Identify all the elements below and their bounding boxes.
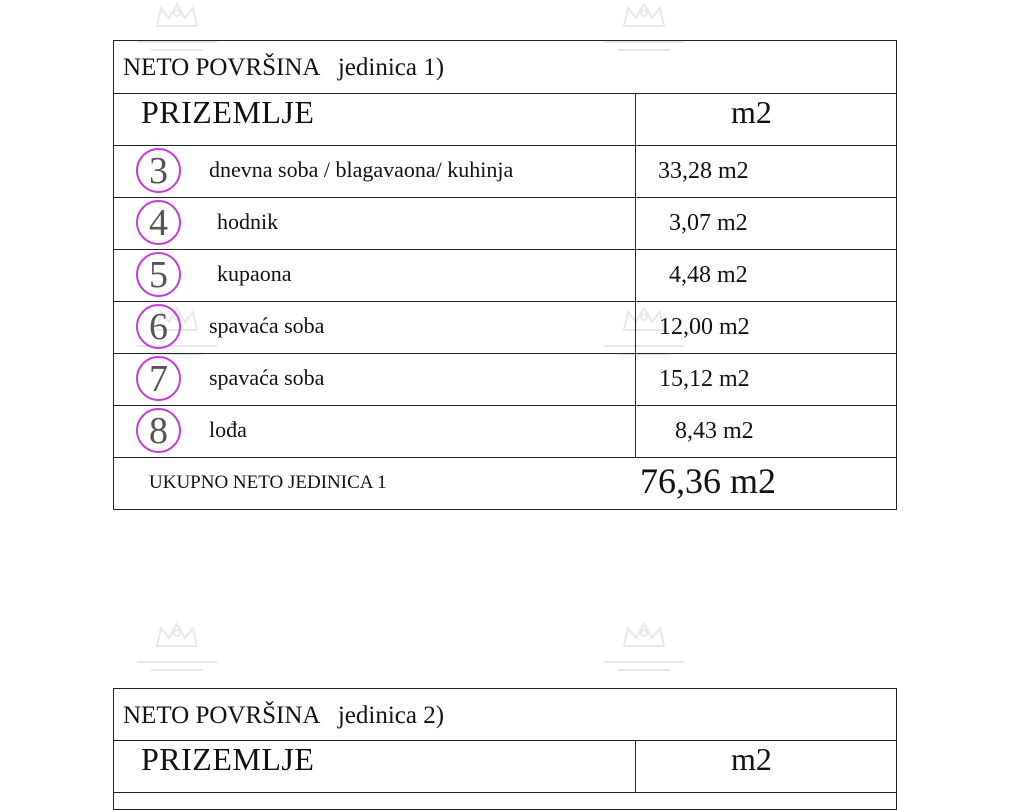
- crown-logo-icon: [117, 618, 237, 678]
- room-number-badge: 3: [136, 148, 181, 193]
- total-label: UKUPNO NETO JEDINICA 1: [149, 472, 387, 493]
- net-area-table-unit-1: [113, 40, 897, 510]
- room-number-badge: 5: [136, 252, 181, 297]
- floor-header-row: [114, 94, 896, 146]
- net-area-table-unit-2: [113, 688, 897, 810]
- room-area: 15,12 m2: [659, 366, 750, 392]
- room-name: lođa: [209, 417, 247, 442]
- room-area: 8,43 m2: [675, 418, 754, 444]
- room-area: 4,48 m2: [669, 262, 748, 288]
- room-name: spavaća soba: [209, 313, 325, 338]
- table-row: [114, 354, 896, 406]
- crown-logo-icon: [584, 618, 704, 678]
- room-number-badge: 6: [136, 304, 181, 349]
- table-title-row: [114, 689, 896, 741]
- table-title: NETO POVRŠINA jedinica 2): [123, 702, 445, 729]
- room-name: hodnik: [217, 209, 279, 234]
- table-title: NETO POVRŠINA jedinica 1): [123, 54, 445, 81]
- room-number-badge: 7: [136, 356, 181, 401]
- room-area: 12,00 m2: [659, 314, 750, 340]
- table-row: [114, 146, 896, 198]
- room-name: spavaća soba: [209, 365, 325, 390]
- floor-label: PRIZEMLJE: [141, 741, 315, 777]
- table-row: [114, 406, 896, 458]
- table-title-row: [114, 41, 896, 94]
- room-number-badge: 8: [136, 408, 181, 453]
- room-area: 33,28 m2: [658, 158, 749, 184]
- table-row: [114, 250, 896, 302]
- table-row: [114, 302, 896, 354]
- room-area: 3,07 m2: [669, 210, 748, 236]
- total-row: [114, 458, 896, 509]
- total-value: 76,36 m2: [640, 461, 777, 501]
- room-name: kupaona: [217, 261, 292, 286]
- room-name: dnevna soba / blagavaona/ kuhinja: [209, 157, 514, 182]
- unit-header: m2: [731, 94, 772, 130]
- room-number-badge: 4: [136, 200, 181, 245]
- table-row: [114, 198, 896, 250]
- floor-header-row: [114, 741, 896, 793]
- floor-label: PRIZEMLJE: [141, 94, 315, 130]
- unit-header: m2: [731, 741, 772, 777]
